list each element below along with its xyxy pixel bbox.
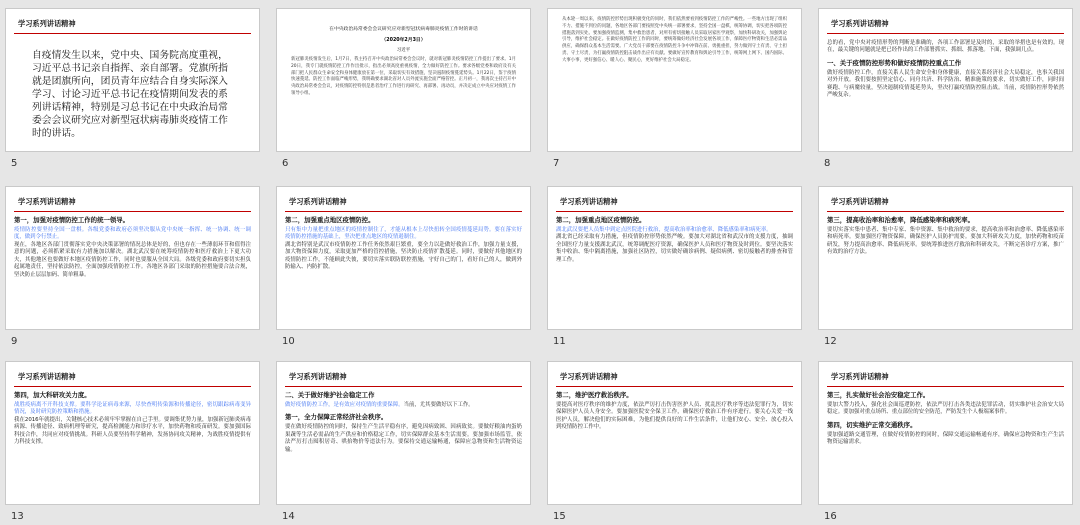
slide-text: 自疫情发生以来，党中央、国务院高度重视，习近平总书记亲自指挥、亲自部署。党旗所指就是团旗所向，团员青年应结合自身实际深入学习、讨论习近平总书记在疫情期间发表的系列讲话精神，特别是习总书记在中央政治局常委会会议研究应对新型冠状病毒肺炎疫情工作时的讲话。 <box>32 50 228 139</box>
slide-page <box>5 361 260 505</box>
slide-title: 学习系列讲话精神 <box>289 197 347 206</box>
slide-number: 6 <box>282 158 289 169</box>
slide-text: 要提高对医疗秩序的维护力度，依法严厉打击伤害医护人员、扰乱医疗秩序等违法犯罪行为，切实保障医护人员人身安全。要加强医院安全保卫工作，确保医疗救治工作有序进行。要关心关爱一线医护人员，解决他们的实际困难，为他们提供良好的工作生活条件，让他们安心、安全、放心投入到疫情防控工作中。 <box>556 402 793 431</box>
slide-title: 学习系列讲话精神 <box>560 372 618 381</box>
slide-title: 学习系列讲话精神 <box>560 197 618 206</box>
slide-text: 湖北省已经采取有力措施，但疫情防控形势依然严峻。要加大对湖北省和武汉市的支援力度，抽调全国医疗力量支援湖北武汉，统筹调配医疗资源，确保医护人员和医疗物资及时到位。要坚决落实集中收治、集中隔离措施，加强社区防控，切实做好确诊病例、疑似病例、密切接触者的排查和管理工作。 <box>556 234 793 263</box>
slide-number: 7 <box>553 158 560 169</box>
slide-heading: 第二，维护医疗救治秩序。 <box>556 391 633 399</box>
slide-text: 要加大警力投入，强化社会面巡逻防控，依法严厉打击各类违法犯罪活动，切实维护社会治安大局稳定。要加强对重点场所、重点部位的安全防范，严防发生个人极端案事件。 <box>827 402 1064 416</box>
document-title: 在中央政治局常委会会议研究应对新型冠状病毒肺炎疫情工作时的讲话 <box>329 27 478 32</box>
title-divider <box>827 33 1064 34</box>
title-divider <box>827 386 1064 387</box>
slide-number: 13 <box>11 511 24 522</box>
slide-title: 学习系列讲话精神 <box>289 372 347 381</box>
slide-text-tail: 当前，尤其要做好以下工作。 <box>403 402 474 408</box>
slide-text: 我在2016年就提出，关键核心技术必须牢牢掌握在自己手里。要调集优势力量，加强新冠肺炎病毒病源、传播途径、致病机理等研究，提高检测能力和诊疗水平，加快药物和疫苗研发。要加强国际科技合作，共同应对疫情挑战。科研人员要坚持科学精神，发扬协同攻关精神，为战胜疫情提供有力科技支撑。 <box>14 416 251 446</box>
title-divider <box>285 386 522 387</box>
slide-text: 从本轮一周以来，疫情防控形势出现积极变化的同时，我们依然要看到疫情防控工作的严峻性。一些地方出现了组织不力、措施不到位的问题，各地区各部门要按照党中央统一部署要求，坚持全国一盘棋，统筹协调，切实把各项防控措施落到实处。要加强疫情监测，集中救治患者，对所有密切接触人员采取居家医学观察，加快科研攻关，加强舆论引导，维护社会稳定。在做好疫情防控工作的同时，要统筹做好经济社会发展各项工作，保障医疗物资和生活必需品供应，确保群众基本生活需要。广大党员干部要在疫情防控斗争中冲锋在前、勇挑重担，努力做到守土有责、守土担责、守土尽责，为打赢疫情防控阻击战作出应有贡献。要做好宣传教育和舆论引导工作，统筹网上网下、国内国际、大事小事，更好强信心、暖人心、聚民心，更好维护社会大局稳定。 <box>562 17 787 63</box>
slide-text: 要切实落实集中患者、集中专家、集中资源、集中救治的要求，提高收治率和治愈率、降低感染率和病死率。要加强医疗物资保障，确保医护人员防护需要。要加大科研攻关力度，加快药物和疫苗研发，努力提高治愈率、降低病死率。要统筹推进医疗救治和科研攻关，不断完善诊疗方案，推广有效的治疗方法。 <box>827 227 1064 256</box>
slide-subheading: 第一，全力保障正常经济社会秩序。 <box>285 413 388 422</box>
title-divider <box>14 386 251 387</box>
slide-title: 学习系列讲话精神 <box>18 372 76 381</box>
slide-page <box>276 361 531 505</box>
slide-text: 新冠肺炎疫情发生后，1月7日，我主持召开中央政治局常委会会议时，就对新冠肺炎疫情防控工作提出了要求。1月20日，我专门就疫情防控工作作出批示，指出必须高度重视疫情，全力做好防控工作。要求各级党委和政府及有关部门把人民群众生命安全和身体健康放在第一位，采取切实有效措施，坚决遏制疫情蔓延势头。1月22日，鉴于疫情快速蔓延、防控工作面临严峻形势，我明确要求湖北省对人员外流实施全面严格管控。正月初一，我再次主持召开中央政治局常委会会议，对疫情防控特别是患者治疗工作进行再研究、再部署、再动员，并决定成立中央应对疫情工作领导小组。 <box>291 57 516 97</box>
slide-text: 做好疫情防控工作，直接关系人民生命安全和身体健康，直接关系经济社会大局稳定，也事关我国对外开放。我们要按照坚定信心、同舟共济、科学防治、精准施策的要求，切实做好工作，同时间赛跑、与病魔较量，坚决遏制疫情蔓延势头，坚决打赢疫情防控阻击战。当前，疫情防控形势依然严峻复杂。 <box>827 69 1064 99</box>
slide-number: 5 <box>11 158 18 169</box>
slide-heading: 第二，加强重点地区疫情防控。 <box>285 216 375 224</box>
slide-page <box>818 361 1073 505</box>
slide-text: 湖北省特别是武汉市疫情防控工作任务依然艰巨繁重，要全力以赴做好救治工作，加强力量支援，加大物资保障力度，采取更加严格的管控措施，坚决防止疫情扩散蔓延。同时，要做好其他地区的疫情防控工作，不能顾此失彼，要切实落实联防联控措施，守好自己的门，看好自己的人，做到外防输入、内防扩散。 <box>285 241 522 271</box>
slide-page <box>5 8 260 152</box>
slide-number: 9 <box>11 336 18 347</box>
slide-number: 16 <box>824 511 837 522</box>
title-divider <box>556 386 793 387</box>
slide-subheading: 第四，切实维护正常交通秩序。 <box>827 420 917 429</box>
slide-page <box>276 186 531 330</box>
slide-heading: 第三，提高收治率和治愈率，降低感染率和病死率。 <box>827 216 974 224</box>
slide-title: 学习系列讲话精神 <box>18 19 76 28</box>
title-divider <box>827 211 1064 212</box>
highlighted-text: 战胜疫病离不开科技支撑。要科学论证病毒来源，尽快查明传染源和传播途径，密切跟踪病毒变异情况，及时研究防控策略和措施。 <box>14 402 251 416</box>
slide-text: 要在做好疫情防控的同时，保持生产生活平稳有序，避免因病致困、因病致贫。要做好粮油肉蛋奶果蔬等生活必需品的生产供应和价格稳定工作，切实保障群众基本生活需要。要加强市场监管，依法严厉打击囤积居奇、哄抬物价等违法行为。要保持交通运输畅通，保障应急物资和生活物资运输。 <box>285 424 522 453</box>
highlighted-text: 只有集中力量把重点地区的疫情控制住了，才能从根本上尽快扭转全国疫情蔓延局势。要在落实好疫情防控措施的基础上，坚决把重点地区的疫情遏制住。 <box>285 227 522 241</box>
slide-title: 学习系列讲话精神 <box>18 197 76 206</box>
slide-page <box>547 361 802 505</box>
title-divider <box>556 211 793 212</box>
slide-heading: 一、关于疫情防控形势和做好疫情防控重点工作 <box>827 58 962 67</box>
highlighted-text: 做好疫情防控工作，是有效应对疫情的重要保障。 <box>285 402 404 408</box>
slide-heading: 二、关于做好维护社会稳定工作 <box>285 391 375 399</box>
slide-heading: 第三，扎实做好社会治安稳定工作。 <box>827 391 930 399</box>
slide-number: 12 <box>824 336 837 347</box>
title-divider <box>285 211 522 212</box>
slide-heading: 第一，加强对疫情防控工作的统一领导。 <box>14 216 130 224</box>
slide-number: 8 <box>824 158 831 169</box>
title-divider <box>14 211 251 212</box>
highlighted-text: 疫情防控要坚持全国一盘棋。各级党委和政府必须坚决服从党中央统一指挥、统一协调、统一调度，做到令行禁止。 <box>14 227 251 241</box>
slide-number: 14 <box>282 511 295 522</box>
slide-text-intro <box>285 402 522 409</box>
slide-page <box>5 186 260 330</box>
slide-page <box>276 8 531 152</box>
highlighted-text: 湖北武汉要把人员集中到定点医院进行救治，提高收治率和治愈率、降低感染率和病死率。 <box>556 227 772 233</box>
slide-page <box>547 186 802 330</box>
slide-intro: 总的看，党中央对疫情形势的判断是准确的，各项工作部署是及时的，采取的举措也是有效的。现在，最关键的问题就是把已经作出的工作部署抓实、抓细、抓落地。下面，我强调几点。 <box>827 40 1064 54</box>
slide-number: 10 <box>282 336 295 347</box>
slide-text: 现在，各地区各部门贯彻落实党中央决策部署的情况总体是好的，但也存在一些薄弱环节和值得注意的问题，必须抓紧采取有力措施加以解决。湖北武汉要在统筹疫情防控和医疗救治上下更大功夫，其他地区也要做好本地区疫情防控工作，同时也要服从全国大局。各级党委和政府要切实担负起属地责任，坚持依法防控，全面加强疫情防控工作。各地区各部门采取的防控措施要合法合规，坚决防止层层加码、简单粗暴。 <box>14 241 251 278</box>
document-author: 习近平 <box>396 48 411 53</box>
slide-page <box>818 8 1073 152</box>
slide-title: 学习系列讲话精神 <box>831 372 889 381</box>
slide-heading: 第四，加大科研攻关力度。 <box>14 391 91 399</box>
slide-heading: 第二，加强重点地区疫情防控。 <box>556 216 646 224</box>
slide-page <box>547 8 802 152</box>
slide-page <box>818 186 1073 330</box>
slide-text-b: 要加强道路交通管理，在做好疫情防控的同时，保障交通运输畅通有序，确保应急物资和生产生活物资运输需求。 <box>827 431 1064 446</box>
slide-number: 11 <box>553 336 566 347</box>
slide-title: 学习系列讲话精神 <box>831 197 889 206</box>
slide-number: 15 <box>553 511 566 522</box>
document-date: （2020年2月3日） <box>381 38 426 43</box>
slide-title: 学习系列讲话精神 <box>831 19 889 28</box>
